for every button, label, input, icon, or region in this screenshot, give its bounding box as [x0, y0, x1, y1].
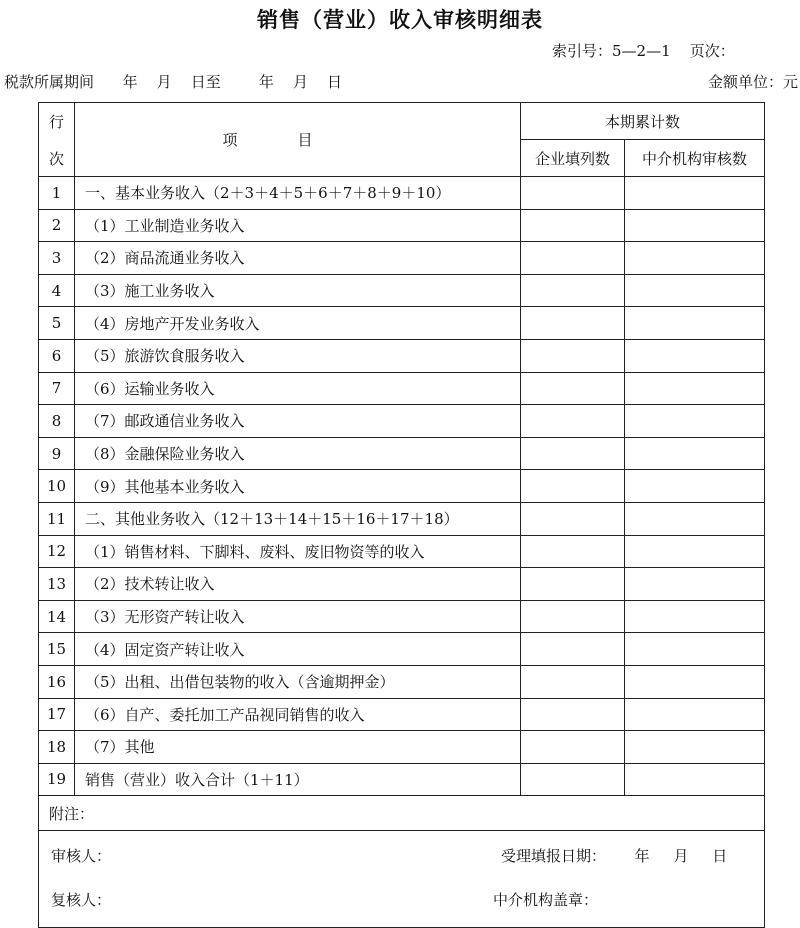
row-number: 19 — [39, 763, 75, 796]
row-number: 17 — [39, 698, 75, 731]
item-label: （7）其他 — [75, 731, 521, 764]
agency-value-cell[interactable] — [625, 274, 765, 307]
row-number: 14 — [39, 600, 75, 633]
agency-value-cell[interactable] — [625, 242, 765, 275]
table-row — [39, 535, 765, 568]
enterprise-value-cell[interactable] — [521, 763, 625, 796]
row-number: 9 — [39, 437, 75, 470]
agency-value-cell[interactable] — [625, 698, 765, 731]
item-label: （5）出租、出借包装物的收入（含逾期押金） — [75, 665, 521, 698]
agency-value-cell[interactable] — [625, 405, 765, 438]
agency-value-cell[interactable] — [625, 600, 765, 633]
agency-value-cell[interactable] — [625, 339, 765, 372]
header-row-top — [39, 103, 765, 140]
table-row — [39, 763, 765, 796]
table-row — [39, 698, 765, 731]
table-row — [39, 437, 765, 470]
item-label: （6）运输业务收入 — [75, 372, 521, 405]
table-row — [39, 502, 765, 535]
row-number: 3 — [39, 242, 75, 275]
agency-value-cell[interactable] — [625, 502, 765, 535]
agency-value-cell[interactable] — [625, 307, 765, 340]
enterprise-column-header: 企业填列数 — [521, 140, 625, 177]
signature-row — [39, 831, 765, 928]
table-row — [39, 731, 765, 764]
enterprise-value-cell[interactable] — [521, 339, 625, 372]
agency-column-header: 中介机构审核数 — [625, 140, 765, 177]
table-row — [39, 405, 765, 438]
row-number: 11 — [39, 502, 75, 535]
note-label: 附注： — [39, 796, 765, 831]
tax-period: 税款所属期间 年 月 日至 年 月 日 — [4, 73, 343, 91]
enterprise-value-cell[interactable] — [521, 470, 625, 503]
table-row — [39, 177, 765, 210]
agency-seal-label: 中介机构盖章： — [493, 891, 599, 910]
item-label: （2）商品流通业务收入 — [75, 242, 521, 275]
item-label: （6）自产、委托加工产品视同销售的收入 — [75, 698, 521, 731]
row-number: 4 — [39, 274, 75, 307]
table-row — [39, 568, 765, 601]
agency-value-cell[interactable] — [625, 535, 765, 568]
agency-value-cell[interactable] — [625, 633, 765, 666]
table-row — [39, 209, 765, 242]
item-label: （5）旅游饮食服务收入 — [75, 339, 521, 372]
row-number: 10 — [39, 470, 75, 503]
item-label: （8）金融保险业务收入 — [75, 437, 521, 470]
item-label: （2）技术转让收入 — [75, 568, 521, 601]
row-number-header: 行 次 — [39, 103, 75, 177]
item-header: 项目 — [75, 103, 521, 177]
row-number: 12 — [39, 535, 75, 568]
item-label: （1）工业制造业务收入 — [75, 209, 521, 242]
table-row — [39, 339, 765, 372]
enterprise-value-cell[interactable] — [521, 535, 625, 568]
enterprise-value-cell[interactable] — [521, 405, 625, 438]
item-label: （4）固定资产转让收入 — [75, 633, 521, 666]
enterprise-value-cell[interactable] — [521, 307, 625, 340]
note-row — [39, 796, 765, 831]
item-label: （1）销售材料、下脚料、废料、废旧物资等的收入 — [75, 535, 521, 568]
income-review-table — [38, 102, 765, 928]
enterprise-value-cell[interactable] — [521, 372, 625, 405]
table-row — [39, 307, 765, 340]
row-number: 5 — [39, 307, 75, 340]
enterprise-value-cell[interactable] — [521, 600, 625, 633]
enterprise-value-cell[interactable] — [521, 209, 625, 242]
item-label: （7）邮政通信业务收入 — [75, 405, 521, 438]
enterprise-value-cell[interactable] — [521, 177, 625, 210]
item-label: 销售（营业）收入合计（1＋11） — [75, 763, 521, 796]
agency-value-cell[interactable] — [625, 437, 765, 470]
filing-date-label: 受理填报日期： 年 月 日 — [501, 847, 728, 866]
table-row — [39, 665, 765, 698]
table-row — [39, 372, 765, 405]
item-label: 一、基本业务收入（2＋3＋4＋5＋6＋7＋8＋9＋10） — [75, 177, 521, 210]
item-label: （4）房地产开发业务收入 — [75, 307, 521, 340]
enterprise-value-cell[interactable] — [521, 274, 625, 307]
row-number: 1 — [39, 177, 75, 210]
table-row — [39, 470, 765, 503]
agency-value-cell[interactable] — [625, 372, 765, 405]
row-number: 15 — [39, 633, 75, 666]
table-row — [39, 274, 765, 307]
enterprise-value-cell[interactable] — [521, 633, 625, 666]
enterprise-value-cell[interactable] — [521, 731, 625, 764]
agency-value-cell[interactable] — [625, 568, 765, 601]
row-number: 2 — [39, 209, 75, 242]
row-number: 16 — [39, 665, 75, 698]
agency-value-cell[interactable] — [625, 209, 765, 242]
table-row — [39, 633, 765, 666]
enterprise-value-cell[interactable] — [521, 698, 625, 731]
item-label: （9）其他基本业务收入 — [75, 470, 521, 503]
item-label: （3）施工业务收入 — [75, 274, 521, 307]
row-number: 18 — [39, 731, 75, 764]
agency-value-cell[interactable] — [625, 177, 765, 210]
item-label: 二、其他业务收入（12＋13＋14＋15＋16＋17＋18） — [75, 502, 521, 535]
row-number: 6 — [39, 339, 75, 372]
reviewer-label: 审核人： — [51, 847, 112, 866]
agency-value-cell[interactable] — [625, 665, 765, 698]
rechecker-label: 复核人： — [51, 891, 112, 910]
enterprise-value-cell[interactable] — [521, 437, 625, 470]
table-row — [39, 600, 765, 633]
table-row — [39, 242, 765, 275]
row-number: 7 — [39, 372, 75, 405]
enterprise-value-cell[interactable] — [521, 568, 625, 601]
agency-value-cell[interactable] — [625, 763, 765, 796]
amount-unit: 金额单位：元 — [707, 73, 798, 91]
period-total-header: 本期累计数 — [521, 103, 765, 140]
row-number: 13 — [39, 568, 75, 601]
index-number: 索引号：5—2—1 页次： — [552, 42, 735, 60]
enterprise-value-cell[interactable] — [521, 242, 625, 275]
form-title: 销售（营业）收入审核明细表 — [257, 8, 543, 32]
enterprise-value-cell[interactable] — [521, 502, 625, 535]
enterprise-value-cell[interactable] — [521, 665, 625, 698]
item-label: （3）无形资产转让收入 — [75, 600, 521, 633]
row-number: 8 — [39, 405, 75, 438]
agency-value-cell[interactable] — [625, 731, 765, 764]
agency-value-cell[interactable] — [625, 470, 765, 503]
